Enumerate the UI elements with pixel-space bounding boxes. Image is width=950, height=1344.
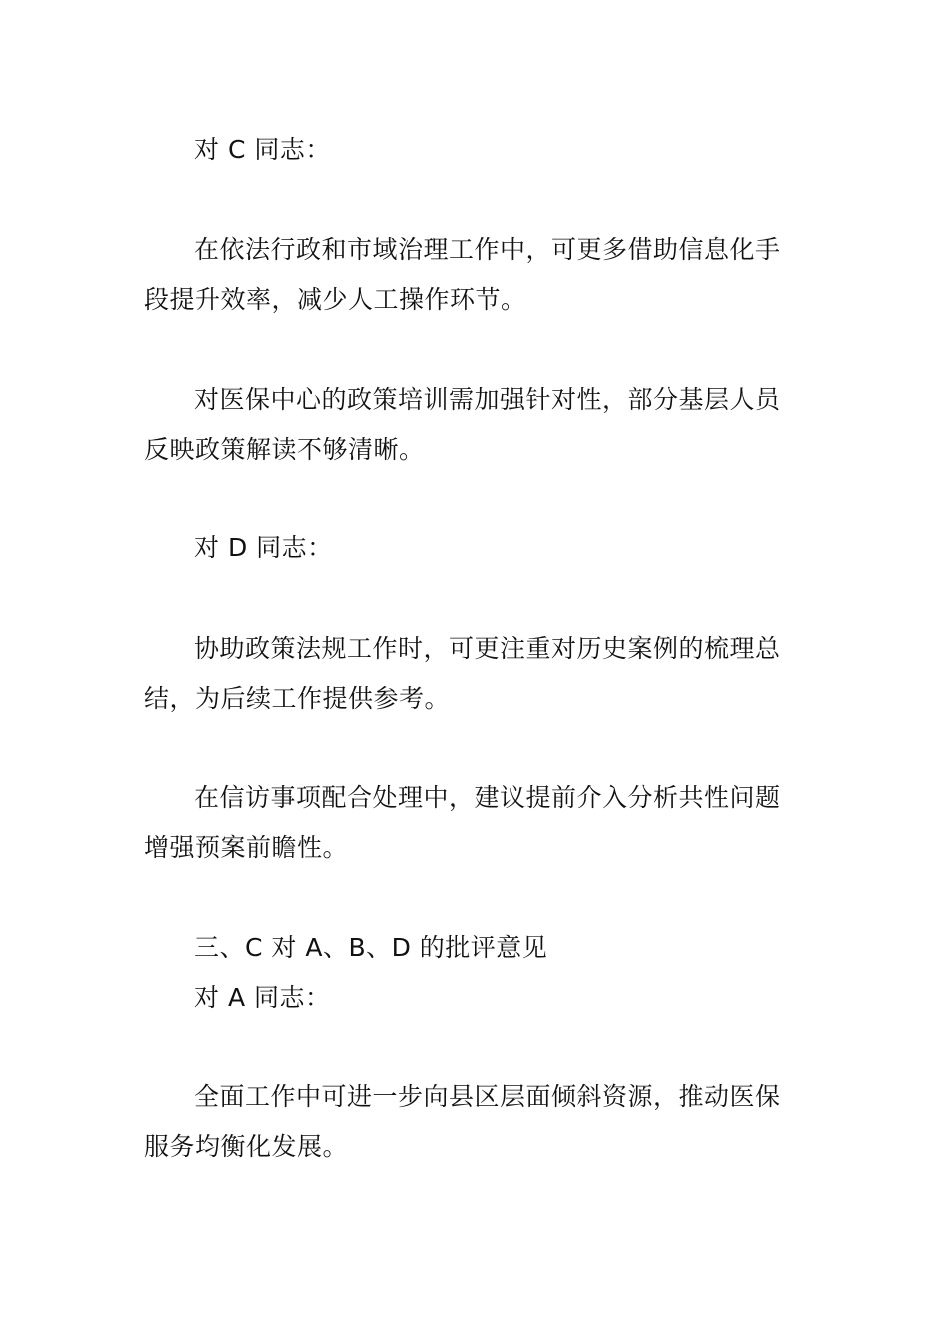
paragraph-line: 服务均衡化发展。 (144, 1132, 349, 1161)
paragraph-line: 段提升效率，减少人工操作环节。 (144, 285, 527, 314)
paragraph-line: 在依法行政和市域治理工作中，可更多借助信息化手 (194, 235, 781, 264)
heading-to-comrade-a: 对 A 同志： (194, 983, 331, 1012)
paragraph-line: 反映政策解读不够清晰。 (144, 435, 425, 464)
paragraph-line: 全面工作中可进一步向县区层面倾斜资源，推动医保 (194, 1082, 781, 1111)
heading-to-comrade-c: 对 C 同志： (194, 135, 331, 164)
paragraph-line: 对医保中心的政策培训需加强针对性，部分基层人员 (194, 385, 781, 414)
paragraph-line: 协助政策法规工作时，可更注重对历史案例的梳理总 (194, 634, 781, 663)
heading-to-comrade-d: 对 D 同志： (194, 533, 333, 562)
paragraph-line: 结，为后续工作提供参考。 (144, 684, 451, 713)
paragraph-line: 增强预案前瞻性。 (144, 833, 349, 862)
paragraph-line: 在信访事项配合处理中，建议提前介入分析共性问题 (194, 783, 781, 812)
section-heading-c-criticism: 三、C 对 A、B、D 的批评意见 (194, 933, 548, 962)
